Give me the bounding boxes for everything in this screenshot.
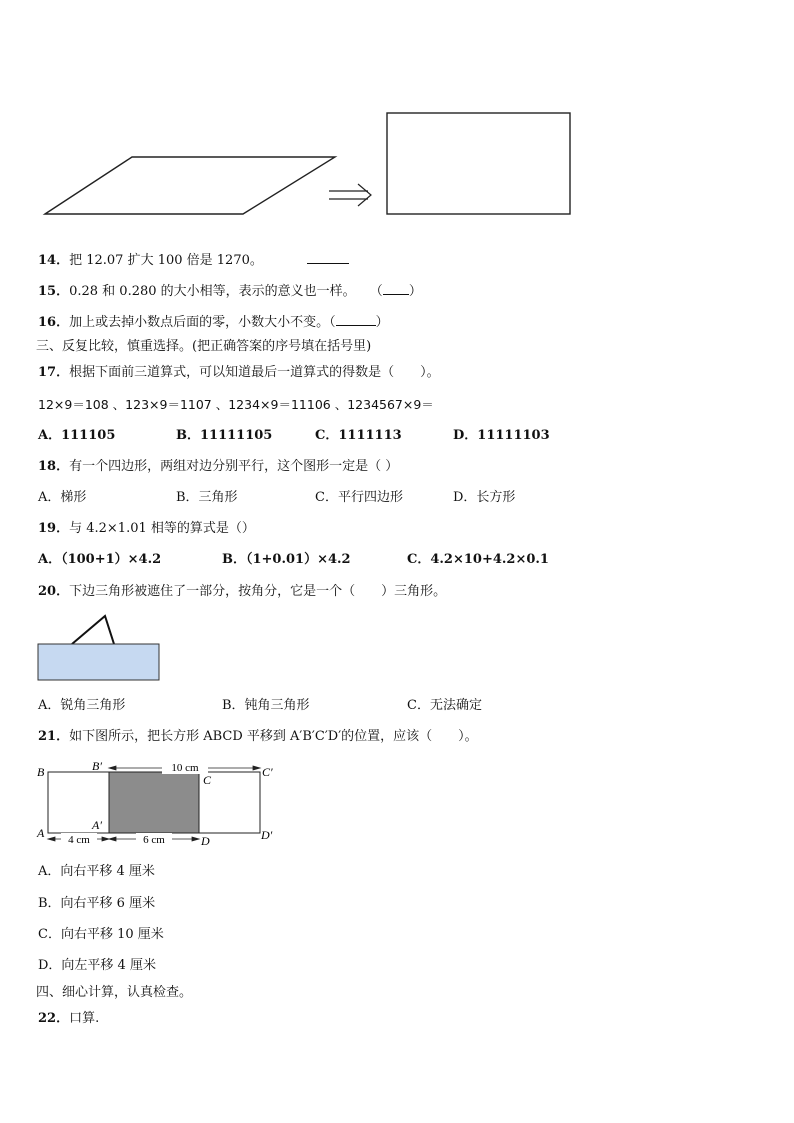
question-number: 18． bbox=[38, 459, 70, 474]
question-number: 20． bbox=[38, 584, 70, 599]
question-21 bbox=[38, 729, 478, 745]
label-10cm: 10 cm bbox=[171, 762, 199, 774]
question-text: 如下图所示，把长方形 ABCD 平移到 A′B′C′D′的位置，应该（ ）。 bbox=[69, 729, 478, 744]
question-text: 把 12.07 扩大 100 倍是 1270。 bbox=[69, 253, 263, 268]
rectangle-shape bbox=[387, 113, 570, 214]
question-text: 有一个四边形，两组对边分别平行，这个图形一定是（ ） bbox=[69, 459, 399, 474]
answer-blank[interactable] bbox=[307, 251, 349, 264]
option-c[interactable]: C．无法确定 bbox=[407, 698, 482, 713]
paren-open: （ bbox=[369, 284, 383, 299]
paren-close: ） bbox=[375, 315, 389, 330]
section-three-heading: 三、反复比较，慎重选择。(把正确答案的序号填在括号里) bbox=[36, 339, 372, 354]
option-a[interactable]: A．向右平移 4 厘米 bbox=[38, 864, 155, 879]
paren-open: （ bbox=[329, 315, 336, 330]
question-text: 0.28 和 0.280 的大小相等，表示的意义也一样。 bbox=[69, 284, 356, 299]
option-a[interactable]: A．（100+1）×4.2 bbox=[38, 552, 162, 567]
triangle-visible-edges bbox=[72, 616, 114, 644]
parallelogram-to-rectangle-figure bbox=[40, 108, 580, 220]
question-text: 根据下面前三道算式，可以知道最后一道算式的得数是（ ）。 bbox=[69, 365, 440, 380]
option-b[interactable]: B．11111105 bbox=[176, 428, 273, 443]
question-20 bbox=[38, 584, 446, 600]
question-text: 下边三角形被遮住了一部分，按角分，它是一个（ ）三角形。 bbox=[69, 584, 447, 599]
option-b[interactable]: B．（1+0.01）×4.2 bbox=[222, 552, 351, 567]
question-text: 加上或去掉小数点后面的零，小数大小不变。 bbox=[69, 315, 330, 330]
question-22 bbox=[38, 1011, 99, 1027]
question-number: 17． bbox=[38, 365, 70, 380]
overlap-rectangle bbox=[109, 772, 199, 833]
option-b[interactable]: B．钝角三角形 bbox=[222, 698, 310, 713]
option-b[interactable]: B．三角形 bbox=[176, 490, 238, 505]
question-15 bbox=[38, 282, 422, 300]
option-b[interactable]: B．向右平移 6 厘米 bbox=[38, 896, 156, 911]
label-A: A bbox=[37, 826, 45, 840]
answer-blank[interactable] bbox=[383, 282, 409, 295]
option-d[interactable]: D．向左平移 4 厘米 bbox=[38, 958, 156, 973]
answer-blank[interactable] bbox=[336, 313, 376, 326]
label-6cm: 6 cm bbox=[143, 834, 165, 846]
question-14 bbox=[38, 251, 349, 269]
question-16 bbox=[38, 313, 389, 331]
question-number: 15． bbox=[38, 284, 70, 299]
question-number: 21． bbox=[38, 729, 70, 744]
label-C-prime: C′ bbox=[262, 765, 273, 779]
label-B: B bbox=[37, 765, 45, 779]
question-19 bbox=[38, 521, 255, 537]
question-text: 口算. bbox=[69, 1011, 100, 1026]
question-18 bbox=[38, 459, 398, 475]
question-17-equations: 12×9＝108 、123×9＝1107 、1234×9＝11106 、1234567×9＝ bbox=[38, 397, 434, 412]
option-d[interactable]: D．11111103 bbox=[453, 428, 550, 443]
rectangle-translation-figure bbox=[34, 757, 284, 849]
label-C: C bbox=[203, 773, 212, 787]
question-number: 16． bbox=[38, 315, 70, 330]
covered-triangle-figure bbox=[36, 611, 166, 686]
cover-rectangle bbox=[38, 644, 159, 680]
section-four-heading: 四、细心计算，认真检查。 bbox=[36, 985, 193, 1000]
option-c[interactable]: C．4.2×10+4.2×0.1 bbox=[407, 552, 549, 567]
parallelogram-shape bbox=[45, 157, 335, 214]
question-number: 22． bbox=[38, 1011, 70, 1026]
option-c[interactable]: C．平行四边形 bbox=[315, 490, 403, 505]
label-A-prime: A′ bbox=[92, 818, 102, 832]
label-4cm: 4 cm bbox=[68, 834, 90, 846]
label-B-prime: B′ bbox=[92, 759, 102, 773]
question-text: 与 4.2×1.01 相等的算式是（） bbox=[69, 521, 255, 536]
transform-arrow-icon bbox=[329, 184, 371, 206]
option-a[interactable]: A．锐角三角形 bbox=[38, 698, 126, 713]
option-c[interactable]: C．1111113 bbox=[315, 428, 402, 443]
option-a[interactable]: A．111105 bbox=[38, 428, 116, 443]
paren-close: ） bbox=[408, 284, 422, 299]
label-D: D bbox=[201, 834, 210, 848]
label-D-prime: D′ bbox=[261, 828, 273, 842]
question-17 bbox=[38, 365, 440, 381]
option-d[interactable]: D．长方形 bbox=[453, 490, 516, 505]
option-a[interactable]: A．梯形 bbox=[38, 490, 87, 505]
question-number: 19． bbox=[38, 521, 70, 536]
question-number: 14． bbox=[38, 253, 70, 268]
option-c[interactable]: C．向右平移 10 厘米 bbox=[38, 927, 164, 942]
